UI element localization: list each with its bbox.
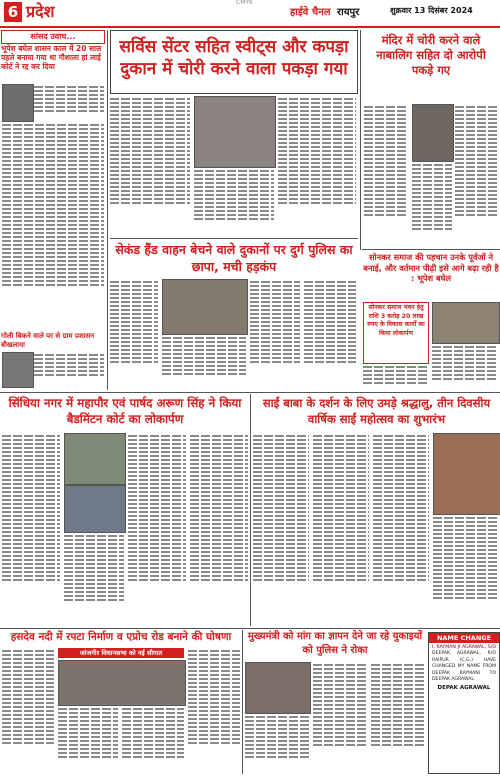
mid-right-story — [362, 252, 500, 390]
left-subhead: गोली बिकने वाले पर से ग्राम प्रशासन बौखलाया — [1, 332, 95, 349]
raid-photo — [162, 279, 248, 335]
lower-left-body-3 — [128, 433, 186, 623]
lower-left-body-4 — [190, 433, 248, 623]
bottom-right-body-3 — [371, 662, 425, 772]
row-divider — [0, 628, 500, 629]
person-photo-2 — [2, 352, 34, 388]
mid-right-body-1 — [363, 364, 427, 390]
top-story-headline-box — [110, 30, 358, 94]
mid-left-headline: सेकंड हैंड वाहन बेचने वाले दुकानों पर दुर्ग पुलिस का छापा, मची हड़कंप — [115, 242, 353, 274]
lower-right-story — [253, 395, 500, 625]
mid-left-story — [110, 241, 358, 389]
mid-right-body-2 — [432, 344, 498, 390]
left-body-c — [34, 352, 104, 386]
right-top-story — [362, 30, 500, 250]
left-headline: भूपेश बघेल शासन काल में 20 साल पहले बनाया गया था गौशाला हां लाई कोर्ट ने रद्द कर दिया — [1, 44, 102, 71]
top-story-headline: सर्विस सेंटर सहित स्वीट्स और कपड़ा दुकान में चोरी करने वाला पकड़ा गया — [119, 37, 349, 79]
top-story — [110, 30, 358, 236]
bottom-right-body-1 — [245, 714, 309, 772]
masthead-name: हाईवे चैनल — [290, 7, 331, 18]
lower-right-body-2 — [313, 433, 369, 623]
mid-right-box — [363, 302, 429, 364]
lower-left-story — [2, 395, 248, 625]
issue-date: शुक्रवार 13 दिसंबर 2024 — [390, 6, 473, 15]
lower-left-body-1 — [2, 433, 60, 623]
left-column — [0, 30, 106, 388]
row-divider — [362, 249, 500, 250]
event-photo — [432, 302, 500, 344]
right-top-headline: मंदिर में चोरी करने वाले नाबालिग सहित दो आरोपी पकड़े गए — [376, 33, 486, 77]
name-change-box — [428, 632, 500, 774]
row-divider — [110, 238, 358, 239]
left-body-b — [2, 122, 104, 330]
lower-right-headline: साईं बाबा के दर्शन के लिए उमड़े श्रद्धालु, तीन दिवसीय वार्षिक साईं महोत्सव का शुभारंभ — [262, 396, 491, 426]
lower-right-body-1 — [253, 433, 309, 623]
bottom-left-body-1 — [2, 648, 54, 772]
top-story-body-2 — [194, 168, 274, 234]
accused-photos — [412, 104, 454, 162]
protest-photo — [245, 662, 311, 714]
name-change-text: I, RAYMAN JI AGRAWAL, S/O DEEPAK AGRAWAL, R/O RAIPUR (C.G.) HAVE CHANGED MY NAME FROM DEEPAK RAYMANI TO DEEPAK AGRAWAL. — [432, 645, 496, 683]
name-change-title: NAME CHANGE — [429, 633, 499, 643]
section-title: प्रदेश — [26, 2, 55, 21]
right-top-body-1 — [364, 104, 408, 248]
masthead-city: रायपुर — [337, 7, 360, 18]
bottom-left-headline: हसदेव नदी में रपटा निर्माण व एप्रोच रोड बनाने की घोषणा — [10, 631, 232, 643]
column-divider — [242, 630, 243, 774]
right-top-body-2 — [412, 162, 452, 248]
sai-baba-photo — [433, 433, 500, 515]
person-photo — [2, 84, 34, 122]
top-story-body-3 — [278, 96, 356, 234]
announcement-photo — [58, 660, 186, 706]
masthead — [290, 4, 359, 18]
bottom-right-body-2 — [313, 662, 367, 772]
bottom-left-banner: जांजगीर विधानसभा को नई सौगात — [58, 648, 184, 658]
bottom-left-body-2 — [58, 706, 118, 772]
left-body-a — [34, 84, 104, 120]
bottom-right-story — [245, 630, 425, 774]
top-story-body-1 — [110, 96, 190, 234]
badminton-photo-1 — [64, 433, 126, 485]
column-divider — [360, 30, 361, 250]
column-divider — [107, 30, 108, 390]
column-divider — [250, 394, 251, 626]
page-number: 6 — [4, 2, 22, 22]
bottom-right-headline: मुख्यमंत्री को मांग का ज्ञापन देने जा रहे युकाइयों को पुलिस ने रोका — [247, 631, 423, 656]
left-banner-text: सांसद उवाच... — [30, 32, 76, 41]
mid-left-body-3 — [250, 279, 300, 387]
page-header — [0, 0, 500, 28]
mid-right-box-text: सोनकर समाज भवन हेतु राशि 3 करोड़ 20 लाख रुपए के विकास कार्यों का किया लोकार्पण — [367, 304, 425, 337]
lower-left-headline: सिंधिया नगर में महापौर एवं पार्षद अरूण सिंह ने किया बैडमिंटन कोर्ट का लोकार्पण — [8, 396, 242, 426]
cmyk-mark: CMYK — [236, 0, 253, 6]
right-top-body-3 — [455, 104, 499, 248]
accused-photo — [194, 96, 276, 168]
name-change-signature: DEPAK AGRAWAL — [437, 685, 491, 692]
lower-right-body-4 — [433, 515, 499, 623]
mid-left-body-2 — [162, 335, 246, 387]
bottom-left-story — [2, 630, 240, 774]
mid-left-body-1 — [110, 279, 158, 387]
mid-right-headline: सोनकर समाज की पहचान उनके पूर्वजों ने बनाई, और वर्तमान पीढ़ी इसे आगे बढ़ा रही है : भूपेश बघेल — [363, 252, 499, 283]
badminton-photo-2 — [64, 485, 126, 533]
row-divider — [0, 392, 500, 393]
left-banner — [1, 30, 105, 44]
bottom-left-body-4 — [188, 648, 240, 772]
mid-left-body-4 — [304, 279, 356, 387]
bottom-left-body-3 — [122, 706, 184, 772]
lower-left-body-2 — [64, 533, 124, 623]
lower-right-body-3 — [373, 433, 429, 623]
